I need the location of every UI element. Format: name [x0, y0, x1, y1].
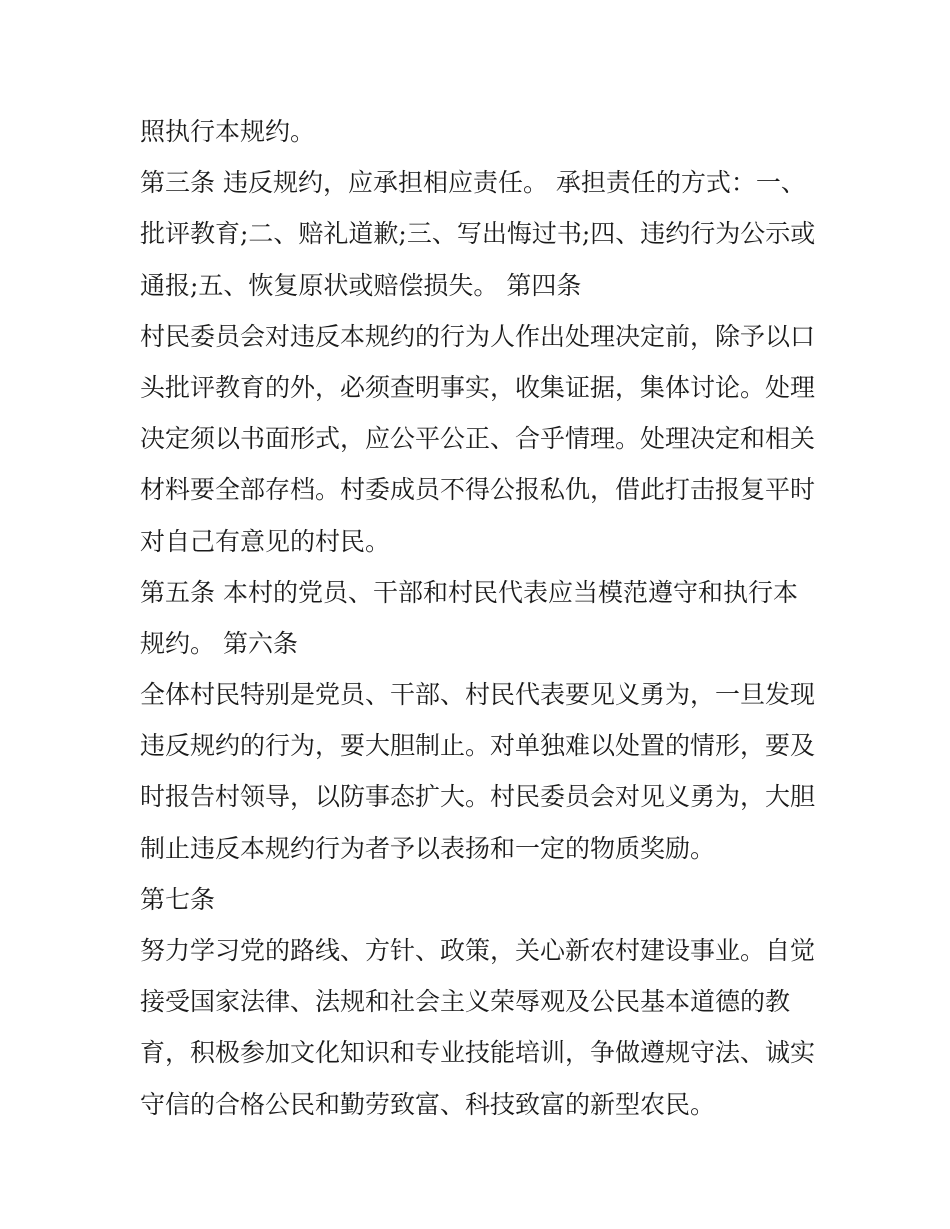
text-line: 决定须以书面形式，应公平公正、合乎情理。处理决定和相关 — [140, 424, 816, 454]
text-line: 对自己有意见的村民。 — [140, 526, 391, 556]
text-line: 制止违反本规约行为者予以表扬和一定的物质奖励。 — [140, 833, 716, 863]
text-line: 育，积极参加文化知识和专业技能培训，争做遵规守法、诚实 — [140, 1038, 816, 1068]
text-line: 接受国家法律、法规和社会主义荣辱观及公民基本道德的教 — [140, 987, 791, 1017]
text-line: 头批评教育的外，必须查明事实，收集证据，集体讨论。处理 — [140, 372, 816, 402]
text-line: 第三条 违反规约，应承担相应责任。 承担责任的方式：一、 — [140, 168, 806, 198]
text-line: 规约。 第六条 — [140, 628, 298, 658]
text-line: 努力学习党的路线、方针、政策，关心新农村建设事业。自觉 — [140, 936, 816, 965]
text-line: 批评教育;二、赔礼道歉;三、写出悔过书;四、违约行为公示或 — [140, 219, 816, 249]
text-line: 材料要全部存档。村委成员不得公报私仇，借此打击报复平时 — [140, 475, 816, 505]
text-line: 违反规约的行为，要大胆制止。对单独难以处置的情形，要及 — [140, 731, 816, 761]
text-line: 时报告村领导，以防事态扩大。村民委员会对见义勇为，大胆 — [140, 782, 816, 812]
text-line: 第五条 本村的党员、干部和村民代表应当模范遵守和执行本 — [140, 577, 798, 607]
body-text — [140, 106, 820, 1130]
text-line: 照执行本规约。 — [140, 117, 316, 146]
text-line: 全体村民特别是党员、干部、村民代表要见义勇为，一旦发现 — [140, 680, 816, 710]
text-line: 通报;五、恢复原状或赔偿损失。 第四条 — [140, 270, 582, 300]
text-line: 第七条 — [140, 884, 216, 914]
text-line: 守信的合格公民和勤劳致富、科技致富的新型农民。 — [140, 1089, 716, 1119]
text-line: 村民委员会对违反本规约的行为人作出处理决定前，除予以口 — [140, 321, 816, 351]
